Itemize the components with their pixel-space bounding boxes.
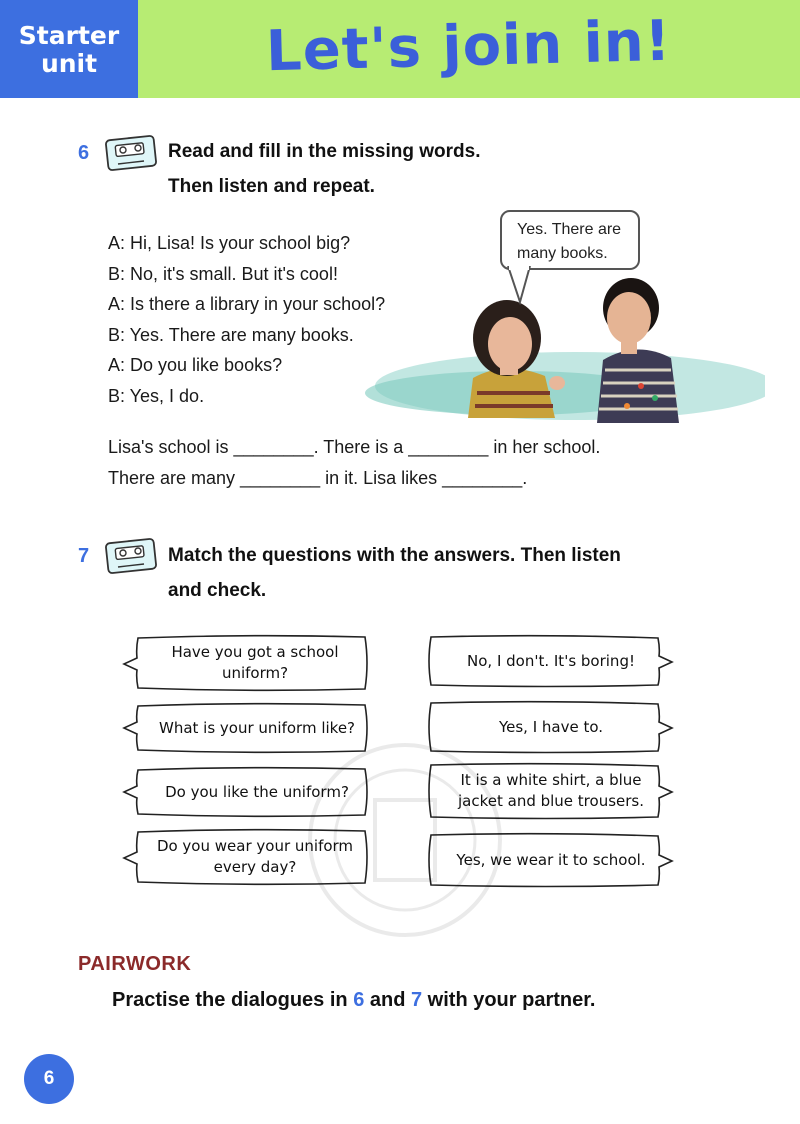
exercise-6-number: 6	[78, 142, 90, 164]
unit-label-line1: Starter	[18, 21, 120, 50]
speech-line1: Yes. There are	[517, 221, 622, 238]
cassette-icon	[104, 535, 160, 582]
question-text: What is your uniform like?	[158, 718, 356, 737]
question-text: Have you got a school	[171, 643, 339, 661]
pairwork-instruction	[112, 989, 595, 1012]
answer-text: jacket and blue trousers.	[457, 792, 644, 810]
question-text: every day?	[213, 858, 297, 876]
dialogue-line: B: No, it's small. But it's cool!	[108, 263, 338, 284]
question-text: uniform?	[221, 664, 289, 682]
answer-text: No, I don't. It's boring!	[467, 651, 635, 670]
answer-text: Yes, we wear it to school.	[456, 850, 646, 869]
dialogue-line: A: Hi, Lisa! Is your school big?	[108, 233, 351, 253]
publisher-seal-watermark	[305, 740, 505, 945]
exercise-6-instructions	[168, 134, 481, 204]
pairwork-exercise-ref: 6	[353, 989, 365, 1011]
question-text: Do you like the uniform?	[165, 782, 349, 801]
pairwork-text-part: with your partner.	[422, 989, 596, 1011]
pairwork-text-part: Practise the dialogues in	[112, 989, 354, 1011]
unit-label-line2: unit	[40, 49, 98, 78]
page-title: Let's join in!	[265, 8, 673, 85]
dialogue-line: B: Yes. There are many books.	[108, 324, 354, 345]
exercise-6-instruction-line1: Read and fill in the missing words.	[168, 141, 481, 162]
unit-label	[0, 0, 138, 98]
cassette-icon	[104, 132, 160, 179]
answer-text: Yes, I have to.	[498, 717, 604, 736]
children-photo	[365, 268, 765, 428]
dialogue	[108, 228, 385, 411]
fill-in-line-2: There are many ________ in it. Lisa likes ________.	[108, 468, 528, 488]
exercise-6-instruction-line2: Then listen and repeat.	[168, 176, 375, 197]
fill-in-line-1: Lisa's school is ________. There is a ________ in her school.	[108, 437, 601, 457]
answer-bubble[interactable]	[426, 634, 676, 688]
page-number: 6	[24, 1054, 74, 1104]
question-bubble[interactable]	[120, 634, 370, 692]
dialogue-line: A: Is there a library in your school?	[108, 294, 386, 314]
exercise-7-number: 7	[78, 545, 90, 567]
exercise-7-instruction-line1: Match the questions with the answers. Then listen	[168, 545, 621, 566]
pairwork-heading: PAIRWORK	[78, 953, 192, 975]
dialogue-line: A: Do you like books?	[108, 355, 283, 375]
speech-line2: many books.	[517, 245, 608, 262]
answer-text: It is a white shirt, a blue	[460, 771, 642, 789]
speech-bubble-tail	[506, 266, 536, 311]
speech-bubble	[500, 210, 640, 270]
exercise-7-instructions	[168, 538, 621, 608]
exercise-7-instruction-line2: and check.	[168, 580, 267, 601]
question-text: Do you wear your uniform	[156, 837, 354, 855]
pairwork-text-part: and	[364, 989, 411, 1011]
dialogue-line: B: Yes, I do.	[108, 385, 205, 406]
title-band	[138, 0, 800, 98]
pairwork-exercise-ref: 7	[410, 989, 423, 1011]
